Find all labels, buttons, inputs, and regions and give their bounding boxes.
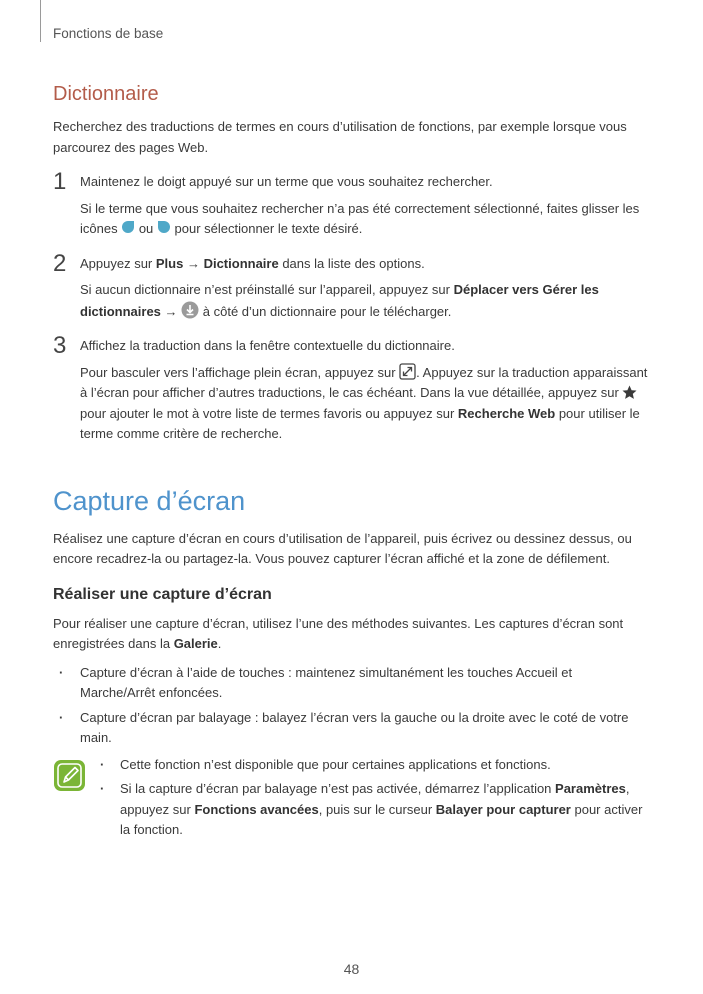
step-detail	[80, 363, 648, 445]
step-detail	[80, 199, 648, 240]
step-3	[53, 332, 648, 445]
text-run: pour utiliser le terme comme critère de recherche.	[80, 405, 640, 441]
step-number: 1	[53, 168, 67, 195]
step-main	[80, 254, 648, 275]
right-selection-handle-icon	[157, 220, 171, 236]
text-run: , puis sur le curseur	[318, 801, 436, 817]
list-item: · Capture d’écran par balayage : balayez l’écran vers la gauche ou la droite avec le coté de votre main.	[53, 708, 648, 749]
fullscreen-icon	[399, 363, 416, 380]
star-icon	[622, 385, 637, 400]
capture-methods-list	[53, 663, 648, 749]
list-item: · Capture d’écran à l’aide de touches : maintenez simultanément les touches Accueil et Marche/Arrêt enfoncées.	[53, 663, 648, 704]
step-main: Affichez la traduction dans la fenêtre contextuelle du dictionnaire.	[80, 338, 455, 353]
text-run: . Appuyez sur la traduction apparaissant à l’écran pour afficher d’autres traductions, le cas échéant. Dans la vue détaillée, appuyez sur	[80, 364, 648, 400]
text-run: .	[217, 636, 222, 651]
text-run: dans la liste des options.	[278, 255, 425, 271]
capture-subtitle: Réaliser une capture d’écran	[53, 585, 272, 603]
gallery-label: Galerie	[173, 636, 218, 651]
text-run: pour ajouter le mot à votre liste de termes favoris ou appuyez sur	[80, 405, 458, 421]
left-selection-handle-icon	[121, 220, 135, 236]
capture-title: Capture d’écran	[53, 485, 246, 516]
header-divider	[40, 0, 41, 42]
step-1	[53, 168, 648, 240]
arrow: →	[160, 303, 182, 319]
step-number: 3	[53, 332, 67, 359]
dictionary-label: Dictionnaire	[203, 255, 279, 271]
arrow: →	[183, 255, 204, 271]
step-main: Maintenez le doigt appuyé sur un terme que vous souhaitez rechercher.	[80, 174, 493, 189]
text-run: Si aucun dictionnaire n’est préinstallé sur l’appareil, appuyez sur	[80, 282, 454, 297]
step-2	[53, 249, 648, 323]
page-content	[53, 80, 648, 845]
capture-intro: Réalisez une capture d’écran en cours d’utilisation de l’appareil, puis écrivez ou dessinez dessus, ou encore recadrez-la ou partagez-la. Vous pouvez capturer l’écran affiché et la zone de défilement.	[53, 530, 632, 566]
plus-label: Plus	[155, 255, 184, 271]
capture-paragraph	[53, 614, 648, 655]
text-run: Si le terme que vous souhaitez rechercher n’a pas été correctement sélectionné, faites glisser les icônes	[80, 200, 640, 236]
text-run: Pour réaliser une capture d’écran, utilisez l’une des méthodes suivantes. Les captures d’écran sont enregistrées dans la	[53, 615, 624, 651]
text-run: à côté d’un dictionnaire pour le télécharger.	[199, 303, 452, 319]
page-number: 48	[343, 961, 360, 977]
step-number: 2	[53, 249, 67, 277]
list-item	[93, 779, 648, 841]
palm-swipe-label: Balayer pour capturer	[435, 801, 571, 817]
note-box	[53, 755, 648, 841]
dictionary-title: Dictionnaire	[53, 83, 159, 105]
step-detail	[80, 280, 648, 322]
advanced-features-label: Fonctions avancées	[194, 801, 319, 817]
settings-label: Paramètres	[555, 781, 626, 796]
text-run: pour sélectionner le texte désiré.	[170, 221, 363, 236]
download-icon	[181, 301, 199, 319]
manage-dictionaries-label: Déplacer vers Gérer les dictionnaires	[80, 282, 599, 319]
text-run: Pour basculer vers l’affichage plein écran, appuyez sur	[80, 364, 400, 380]
text-run: pour activer la fonction.	[120, 801, 643, 837]
text-run: Si la capture d’écran par balayage n’est pas activée, démarrez l’application	[120, 781, 556, 796]
text-run: Appuyez sur	[80, 255, 156, 271]
text-run: , appuyez sur	[120, 781, 630, 817]
note-pencil-icon	[53, 759, 86, 792]
note-list	[93, 755, 648, 841]
text-run: ou	[135, 221, 157, 236]
list-item: · Cette fonction n’est disponible que pour certaines applications et fonctions.	[93, 755, 648, 776]
web-search-label: Recherche Web	[457, 405, 556, 421]
section-header: Fonctions de base	[53, 26, 164, 41]
dictionary-intro: Recherchez des traductions de termes en cours d’utilisation de fonctions, par exemple lorsque vous parcourez des pages Web.	[53, 119, 627, 155]
